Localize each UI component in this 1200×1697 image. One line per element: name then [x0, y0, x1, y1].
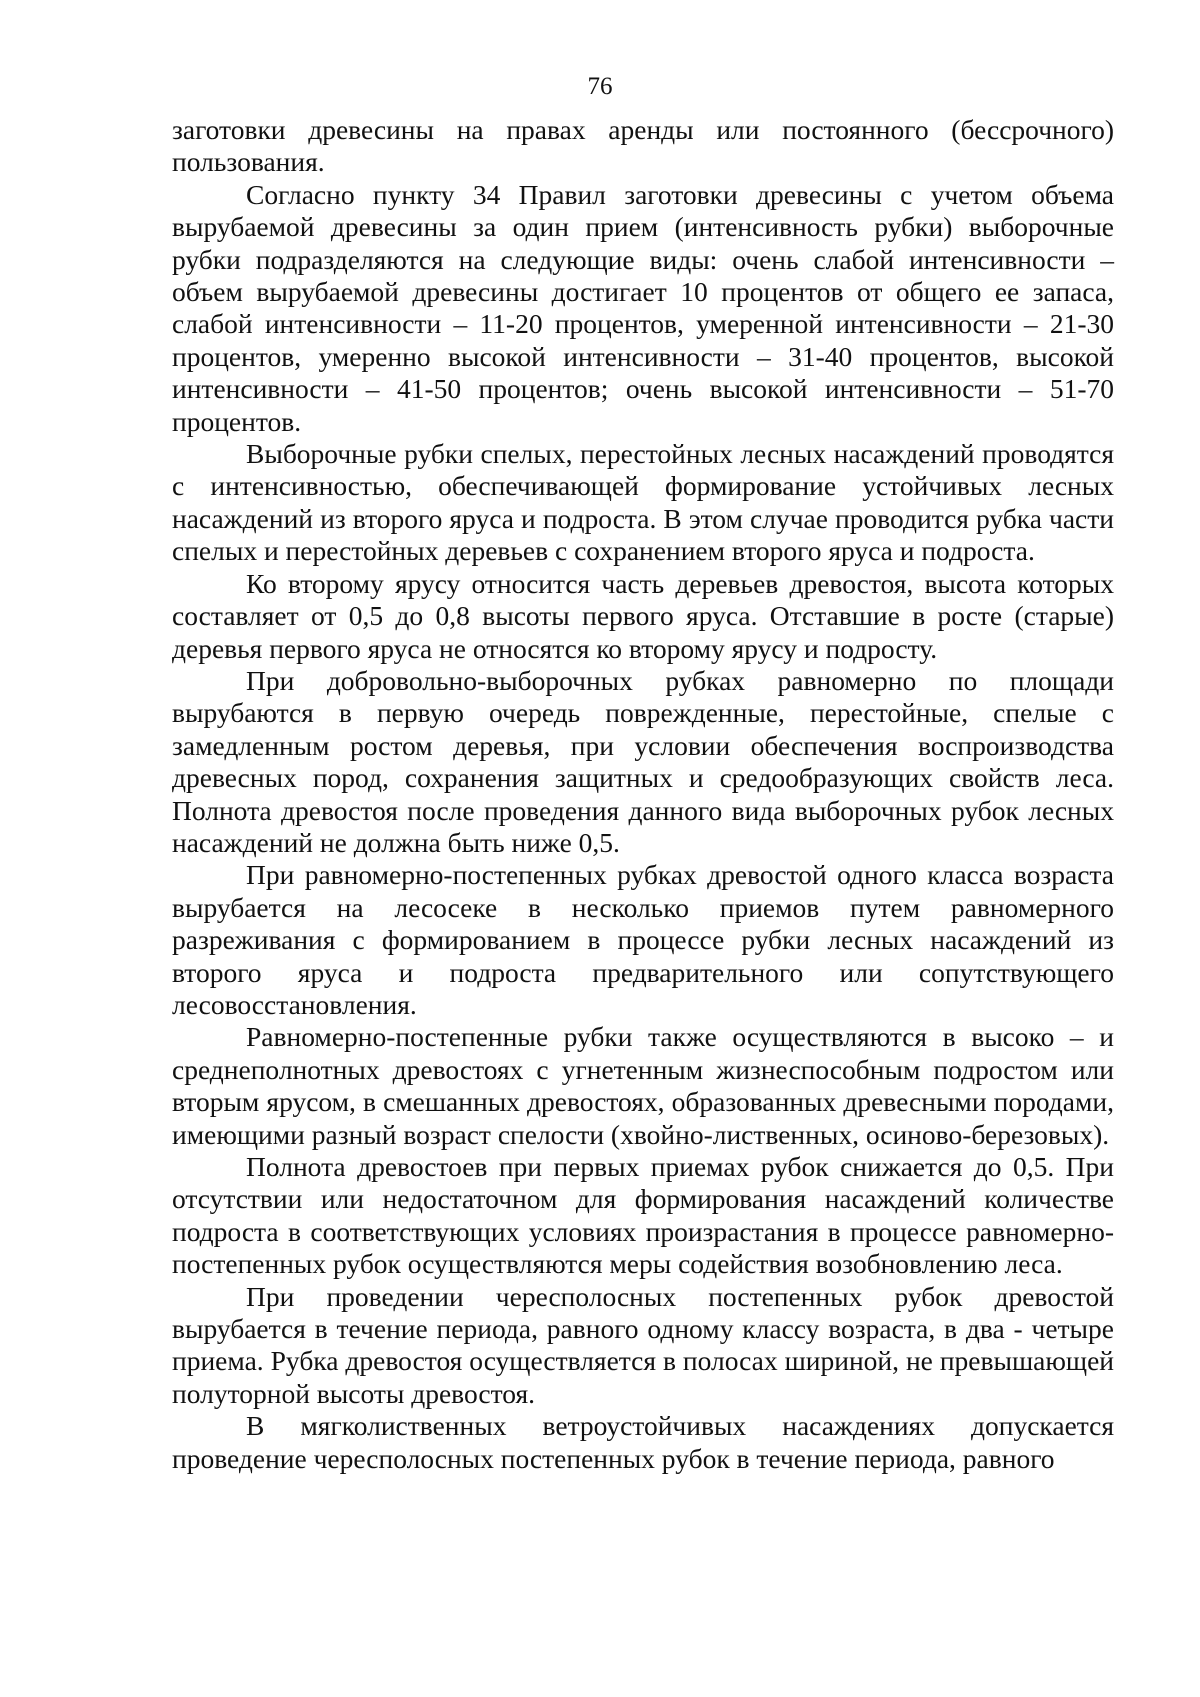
paragraph: Согласно пункту 34 Правил заготовки древесины с учетом объема вырубаемой древесины за один прием (интенсивность рубки) выборочные рубки подразделяются на следующие виды: очень слабой интенсивности – объем вырубаемой древесины достигает 10 процентов от общего ее запаса, слабой интенсивности – 11-20 процентов, умеренной интенсивности – 21-30 процентов, умеренно высокой интенсивности – 31-40 процентов, высокой интенсивности – 41-50 процентов; очень высокой интенсивности – 51-70 процентов.	[172, 178, 1114, 437]
paragraph: Ко второму ярусу относится часть деревьев древостоя, высота которых составляет от 0,5 до 0,8 высоты первого яруса. Отставшие в росте (старые) деревья первого яруса не относятся ко второму ярусу и подросту.	[172, 567, 1114, 664]
paragraph: В мягколиственных ветроустойчивых насаждениях допускается проведение чересполосных постепенных рубок в течение периода, равного	[172, 1410, 1114, 1474]
paragraph: При добровольно-выборочных рубках равномерно по площади вырубаются в первую очередь поврежденные, перестойные, спелые с замедленным ростом деревья, при условии обеспечения воспроизводства древесных пород, сохранения защитных и средообразующих свойств леса. Полнота древостоя после проведения данного вида выборочных рубок лесных насаждений не должна быть ниже 0,5.	[172, 664, 1114, 858]
paragraph: При равномерно-постепенных рубках древостой одного класса возраста вырубается на лесосеке в несколько приемов путем равномерного разреживания с формированием в процессе рубки лесных насаждений из второго яруса и подроста предварительного или сопутствующего лесовосстановления.	[172, 859, 1114, 1020]
paragraph: Выборочные рубки спелых, перестойных лесных насаждений проводятся с интенсивностью, обеспечивающей формирование устойчивых лесных насаждений из второго яруса и подроста. В этом случае проводится рубка части спелых и перестойных деревьев с сохранением второго яруса и подроста.	[172, 438, 1114, 567]
paragraph: При проведении чересполосных постепенных рубок древостой вырубается в течение периода, равного одному классу возраста, в два - четыре приема. Рубка древостоя осуществляется в полосах шириной, не превышающей полуторной высоты древостоя.	[172, 1280, 1114, 1409]
paragraph-continuation: заготовки древесины на правах аренды или постоянного (бессрочного) пользования.	[172, 114, 1114, 178]
paragraph: Равномерно-постепенные рубки также осуществляются в высоко – и среднеполнотных древостоях с угнетенным жизнеспособным подростом или вторым ярусом, в смешанных древостоях, образованных древесными породами, имеющими разный возраст спелости (хвойно-лиственных, осиново-березовых).	[172, 1021, 1114, 1150]
page-number: 76	[587, 73, 613, 100]
page-body	[172, 114, 1114, 1475]
paragraph: Полнота древостоев при первых приемах рубок снижается до 0,5. При отсутствии или недостаточном для формирования насаждений количестве подроста в соответствующих условиях произрастания в процессе равномерно-постепенных рубок осуществляются меры содействия возобновлению леса.	[172, 1151, 1114, 1280]
